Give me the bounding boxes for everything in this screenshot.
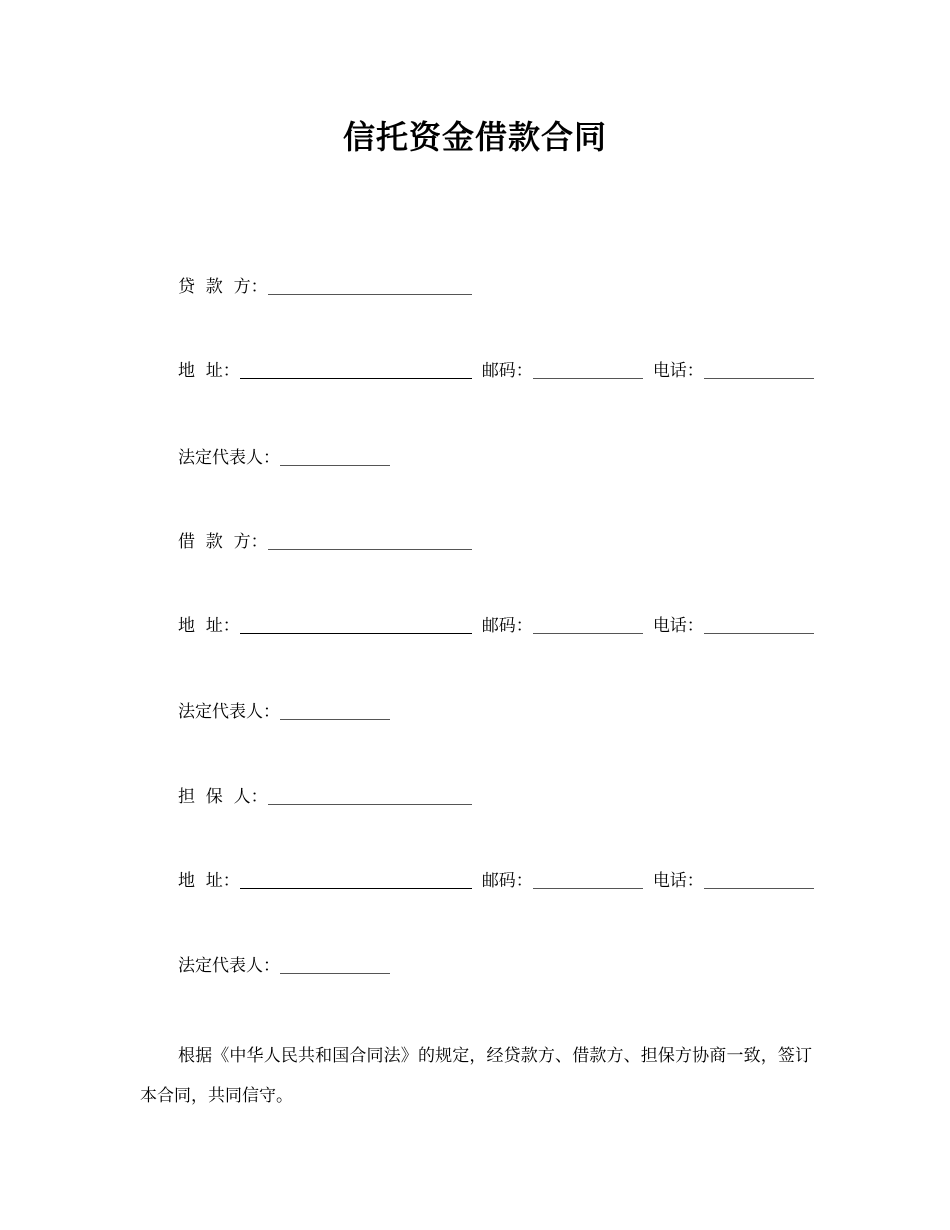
- guarantor-postcode-field[interactable]: [533, 866, 643, 889]
- borrower-label: 借 款 方：: [178, 532, 268, 552]
- lender-address-field[interactable]: [240, 356, 472, 379]
- borrower-row: [178, 527, 472, 557]
- guarantor-address-row: [178, 866, 814, 896]
- borrower-postcode-label: 邮码：: [481, 616, 533, 636]
- document-title: 信托资金借款合同: [342, 118, 607, 156]
- lender-postcode-field[interactable]: [533, 356, 643, 379]
- guarantor-rep-field[interactable]: [280, 951, 390, 974]
- preamble-paragraph: 根据《中华人民共和国合同法》的规定，经贷款方、借款方、担保方协商一致，签订本合同，共同信守。: [140, 1046, 812, 1106]
- lender-name-field[interactable]: [268, 272, 472, 295]
- lender-address-label: 地 址：: [178, 361, 240, 381]
- borrower-phone-field[interactable]: [704, 611, 814, 634]
- guarantor-label: 担 保 人：: [178, 787, 268, 807]
- lender-postcode-label: 邮码：: [481, 361, 533, 381]
- guarantor-rep-row: [178, 951, 390, 981]
- borrower-address-row: [178, 611, 814, 641]
- borrower-rep-label: 法定代表人：: [178, 702, 280, 722]
- lender-rep-label: 法定代表人：: [178, 448, 280, 468]
- guarantor-rep-label: 法定代表人：: [178, 956, 280, 976]
- borrower-phone-label: 电话：: [652, 616, 704, 636]
- guarantor-address-label: 地 址：: [178, 871, 240, 891]
- lender-phone-field[interactable]: [704, 356, 814, 379]
- lender-address-row: [178, 356, 814, 386]
- guarantor-phone-field[interactable]: [704, 866, 814, 889]
- borrower-postcode-field[interactable]: [533, 611, 643, 634]
- borrower-address-field[interactable]: [240, 611, 472, 634]
- lender-label: 贷 款 方：: [178, 277, 268, 297]
- borrower-address-label: 地 址：: [178, 616, 240, 636]
- borrower-name-field[interactable]: [268, 527, 472, 550]
- borrower-rep-field[interactable]: [280, 697, 390, 720]
- guarantor-name-field[interactable]: [268, 782, 472, 805]
- lender-rep-row: [178, 443, 390, 473]
- guarantor-address-field[interactable]: [240, 866, 472, 889]
- lender-row: [178, 272, 472, 302]
- lender-phone-label: 电话：: [652, 361, 704, 381]
- lender-rep-field[interactable]: [280, 443, 390, 466]
- borrower-rep-row: [178, 697, 390, 727]
- guarantor-phone-label: 电话：: [652, 871, 704, 891]
- guarantor-row: [178, 782, 472, 812]
- guarantor-postcode-label: 邮码：: [481, 871, 533, 891]
